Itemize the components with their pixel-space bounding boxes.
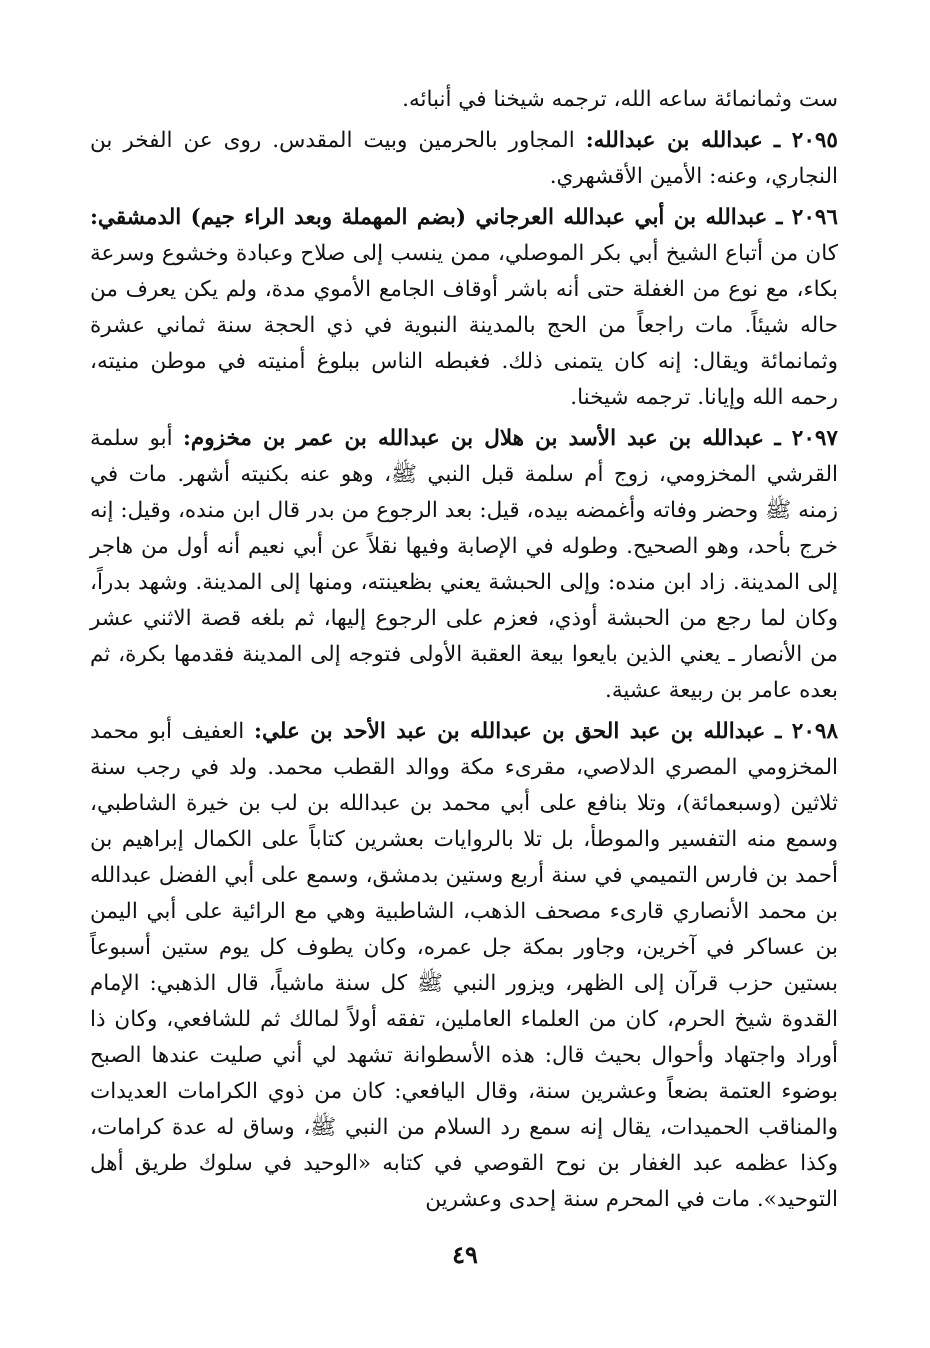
entry-name: عبدالله بن أبي عبدالله العرجاني (بضم المهملة وبعد الراء جيم) الدمشقي:	[90, 205, 768, 230]
entry-number: ٢٠٩٥ ـ	[773, 128, 838, 153]
entry-text: العفيف أبو محمد المخزومي المصري الدلاصي، مقرىء مكة ووالد القطب محمد. ولد في رجب سنة ثلاثين (وسبعمائة)، وتلا بنافع على أبي محمد بن عبدالله بن لب بن خيرة الشاطبي، وسمع منه التفسير والموطأ، بل تلا بالروايات بعشرين كتاباً على الكمال إبراهيم بن أحمد بن فارس التميمي في سنة أربع وستين بدمشق، وسمع على أبي الفضل عبدالله بن محمد الأنصاري قارىء مصحف الذهب، الشاطبية وهي مع الرائية على أبي اليمن بن عساكر في آخرين، وجاور بمكة جل عمره، وكان يطوف كل يوم ستين أسبوعاً بستين حزب قرآن إلى الظهر، ويزور النبي ﷺ كل سنة ماشياً، قال الذهبي: الإمام القدوة شيخ الحرم، كان من العلماء العاملين، تفقه أولاً لمالك ثم للشافعي، وكان ذا أوراد واجتهاد وأحوال بحيث قال: هذه الأسطوانة تشهد لي أني صليت عندها الصبح بوضوء العتمة بضعاً وعشرين سنة، وقال اليافعي: كان من ذوي الكرامات العديدات والمناقب الحميدات، يقال إنه سمع رد السلام من النبي ﷺ، وساق له عدة كرامات، وكذا عظمه عبد الغفار بن نوح القوصي في كتابه «الوحيد في سلوك طريق أهل التوحيد». مات في المحرم سنة إحدى وعشرين	[90, 719, 838, 1212]
entry-2096	[90, 200, 838, 416]
entry-2097	[90, 421, 838, 709]
entry-2095	[90, 123, 838, 195]
entry-text: المجاور بالحرمين وبيت المقدس. روى عن الفخر بن النجاري، وعنه: الأمين الأقشهري.	[90, 128, 838, 189]
entry-2098	[90, 714, 838, 1218]
entry-text: كان من أتباع الشيخ أبي بكر الموصلي، ممن ينسب إلى صلاح وعبادة وخشوع وسرعة بكاء، مع نوع من الغفلة حتى أنه باشر أوقاف الجامع الأموي مدة، ولم يكن يعرف من حاله شيئاً. مات راجعاً من الحج بالمدينة النبوية في ذي الحجة سنة ثماني عشرة وثمانمائة ويقال: إنه كان يتمنى ذلك. فغبطه الناس ببلوغ أمنيته في موطن منيته، رحمه الله وإيانا. ترجمه شيخنا.	[90, 241, 838, 410]
entry-number: ٢٠٩٨ ـ	[775, 719, 838, 744]
page-body	[90, 82, 838, 1223]
paragraph-continuation	[90, 82, 838, 118]
entry-name: عبدالله بن عبد الحق بن عبدالله بن عبد الأحد بن علي:	[254, 719, 766, 744]
entry-name: عبدالله بن عبدالله:	[585, 128, 763, 153]
paragraph-text: ست وثمانمائة ساعه الله، ترجمه شيخنا في أنبائه.	[402, 87, 838, 112]
entry-number: ٢٠٩٦ ـ	[776, 205, 838, 230]
entry-name: عبدالله بن عبد الأسد بن هلال بن عبدالله بن عمر بن مخزوم:	[183, 426, 764, 451]
page-number: ٤٩	[452, 1240, 478, 1269]
entry-text: أبو سلمة القرشي المخزومي، زوج أم سلمة قبل النبي ﷺ، وهو عنه بكنيته أشهر. مات في زمنه ﷺ وحضر وفاته وأغمضه بيده، قيل: بعد الرجوع من بدر قال ابن منده، وقيل: إنه خرج بأحد، وهو الصحيح. وطوله في الإصابة وفيها نقلاً عن أبي نعيم أنه أول من هاجر إلى المدينة. زاد ابن منده: وإلى الحبشة يعني بظعينته، ومنها إلى المدينة. وشهد بدراً، وكان لما رجع من الحبشة أوذي، فعزم على الرجوع إليها، ثم بلغه قصة الاثني عشر من الأنصار ـ يعني الذين بايعوا بيعة العقبة الأولى فتوجه إلى المدينة فقدمها بكرة، ثم بعده عامر بن ربيعة عشية.	[90, 426, 838, 703]
entry-number: ٢٠٩٧ ـ	[774, 426, 838, 451]
